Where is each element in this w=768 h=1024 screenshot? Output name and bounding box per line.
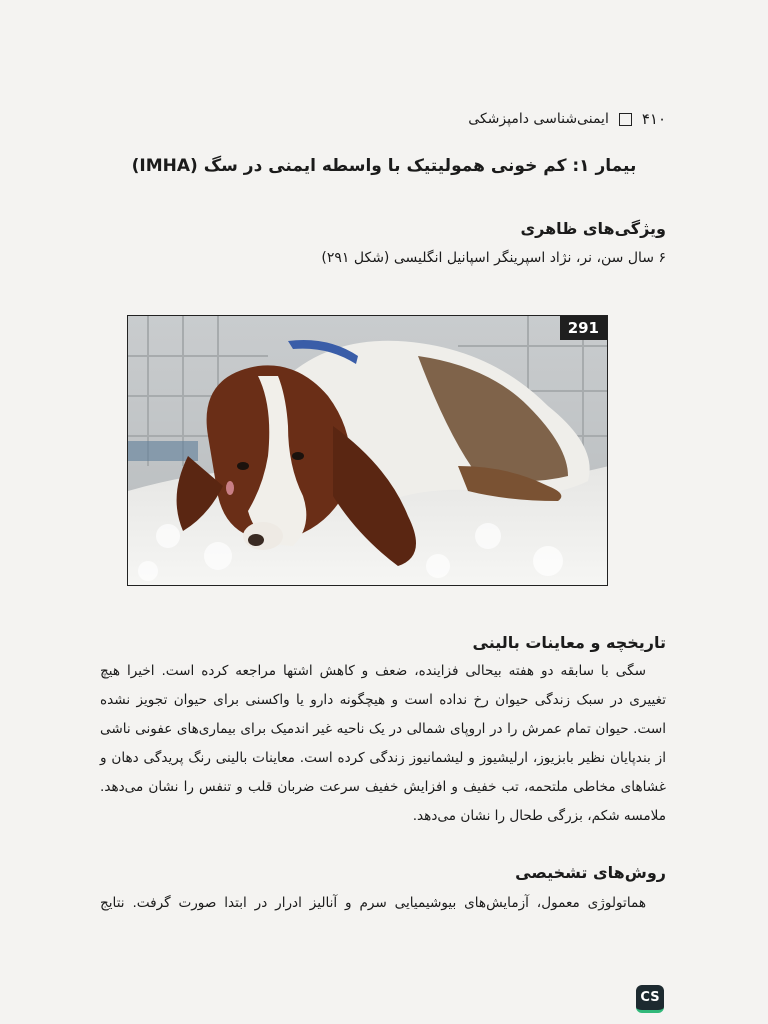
case-title: بیمار ۱: کم خونی همولیتیک با واسطه ایمنی در سگ (IMHA) [131, 156, 637, 176]
camscanner-logo-icon: CS [636, 985, 664, 1013]
history-paragraph [100, 657, 666, 831]
diagnosis-line: هماتولوژی معمول، آزمایش‌های بیوشیمیایی سرم و آنالیز ادرار در ابتدا صورت گرفت. نتایج [100, 895, 646, 911]
diagnosis-heading: روش‌های تشخیصی [515, 863, 666, 882]
figure-photo [127, 315, 608, 586]
history-heading: تاریخچه و معاینات بالینی [472, 633, 666, 652]
appearance-heading: ویژگی‌های ظاهری [520, 219, 666, 238]
history-line: تغییری در سبک زندگی حیوان رخ نداده است و هیچگونه دارو یا واکسنی برای حیوان تجویز نشده [100, 692, 666, 708]
square-outline-icon [619, 113, 632, 126]
figure-label: 291 [560, 316, 607, 340]
dog-photo-illustration [128, 316, 608, 586]
page-number: ۴۱۰ [641, 110, 666, 128]
history-line: سگی با سابقه دو هفته بیحالی فزاینده، ضعف و کاهش اشتها مراجعه کرده است. اخیرا هیچ [100, 663, 646, 679]
history-line: غشاهای مخاطی ملتحمه، تب خفیف و افزایش خفیف سرعت ضربان قلب و تنفس را نشان می‌دهد. [100, 779, 666, 795]
running-title: ایمنی‌شناسی دامپزشکی [468, 111, 609, 127]
history-line: از بندپایان نظیر بابزیوز، ارلیشیوز و لیشمانیوز زندگی کرده است. معاینات بالینی رنگ پریدگی دهان و [100, 750, 666, 766]
running-header [468, 110, 666, 128]
history-line: است. حیوان تمام عمرش را در اروپای شمالی در یک ناحیه غیر اندمیک برای بیماری‌های عفونی ناشی [100, 721, 666, 737]
history-line: ملامسه شکم، بزرگی طحال را نشان می‌دهد. [412, 808, 666, 824]
appearance-text: ۶ سال سن، نر، نژاد اسپرینگر اسپانیل انگلیسی (شکل ۲۹۱) [321, 250, 666, 266]
diagnosis-paragraph [100, 889, 666, 918]
